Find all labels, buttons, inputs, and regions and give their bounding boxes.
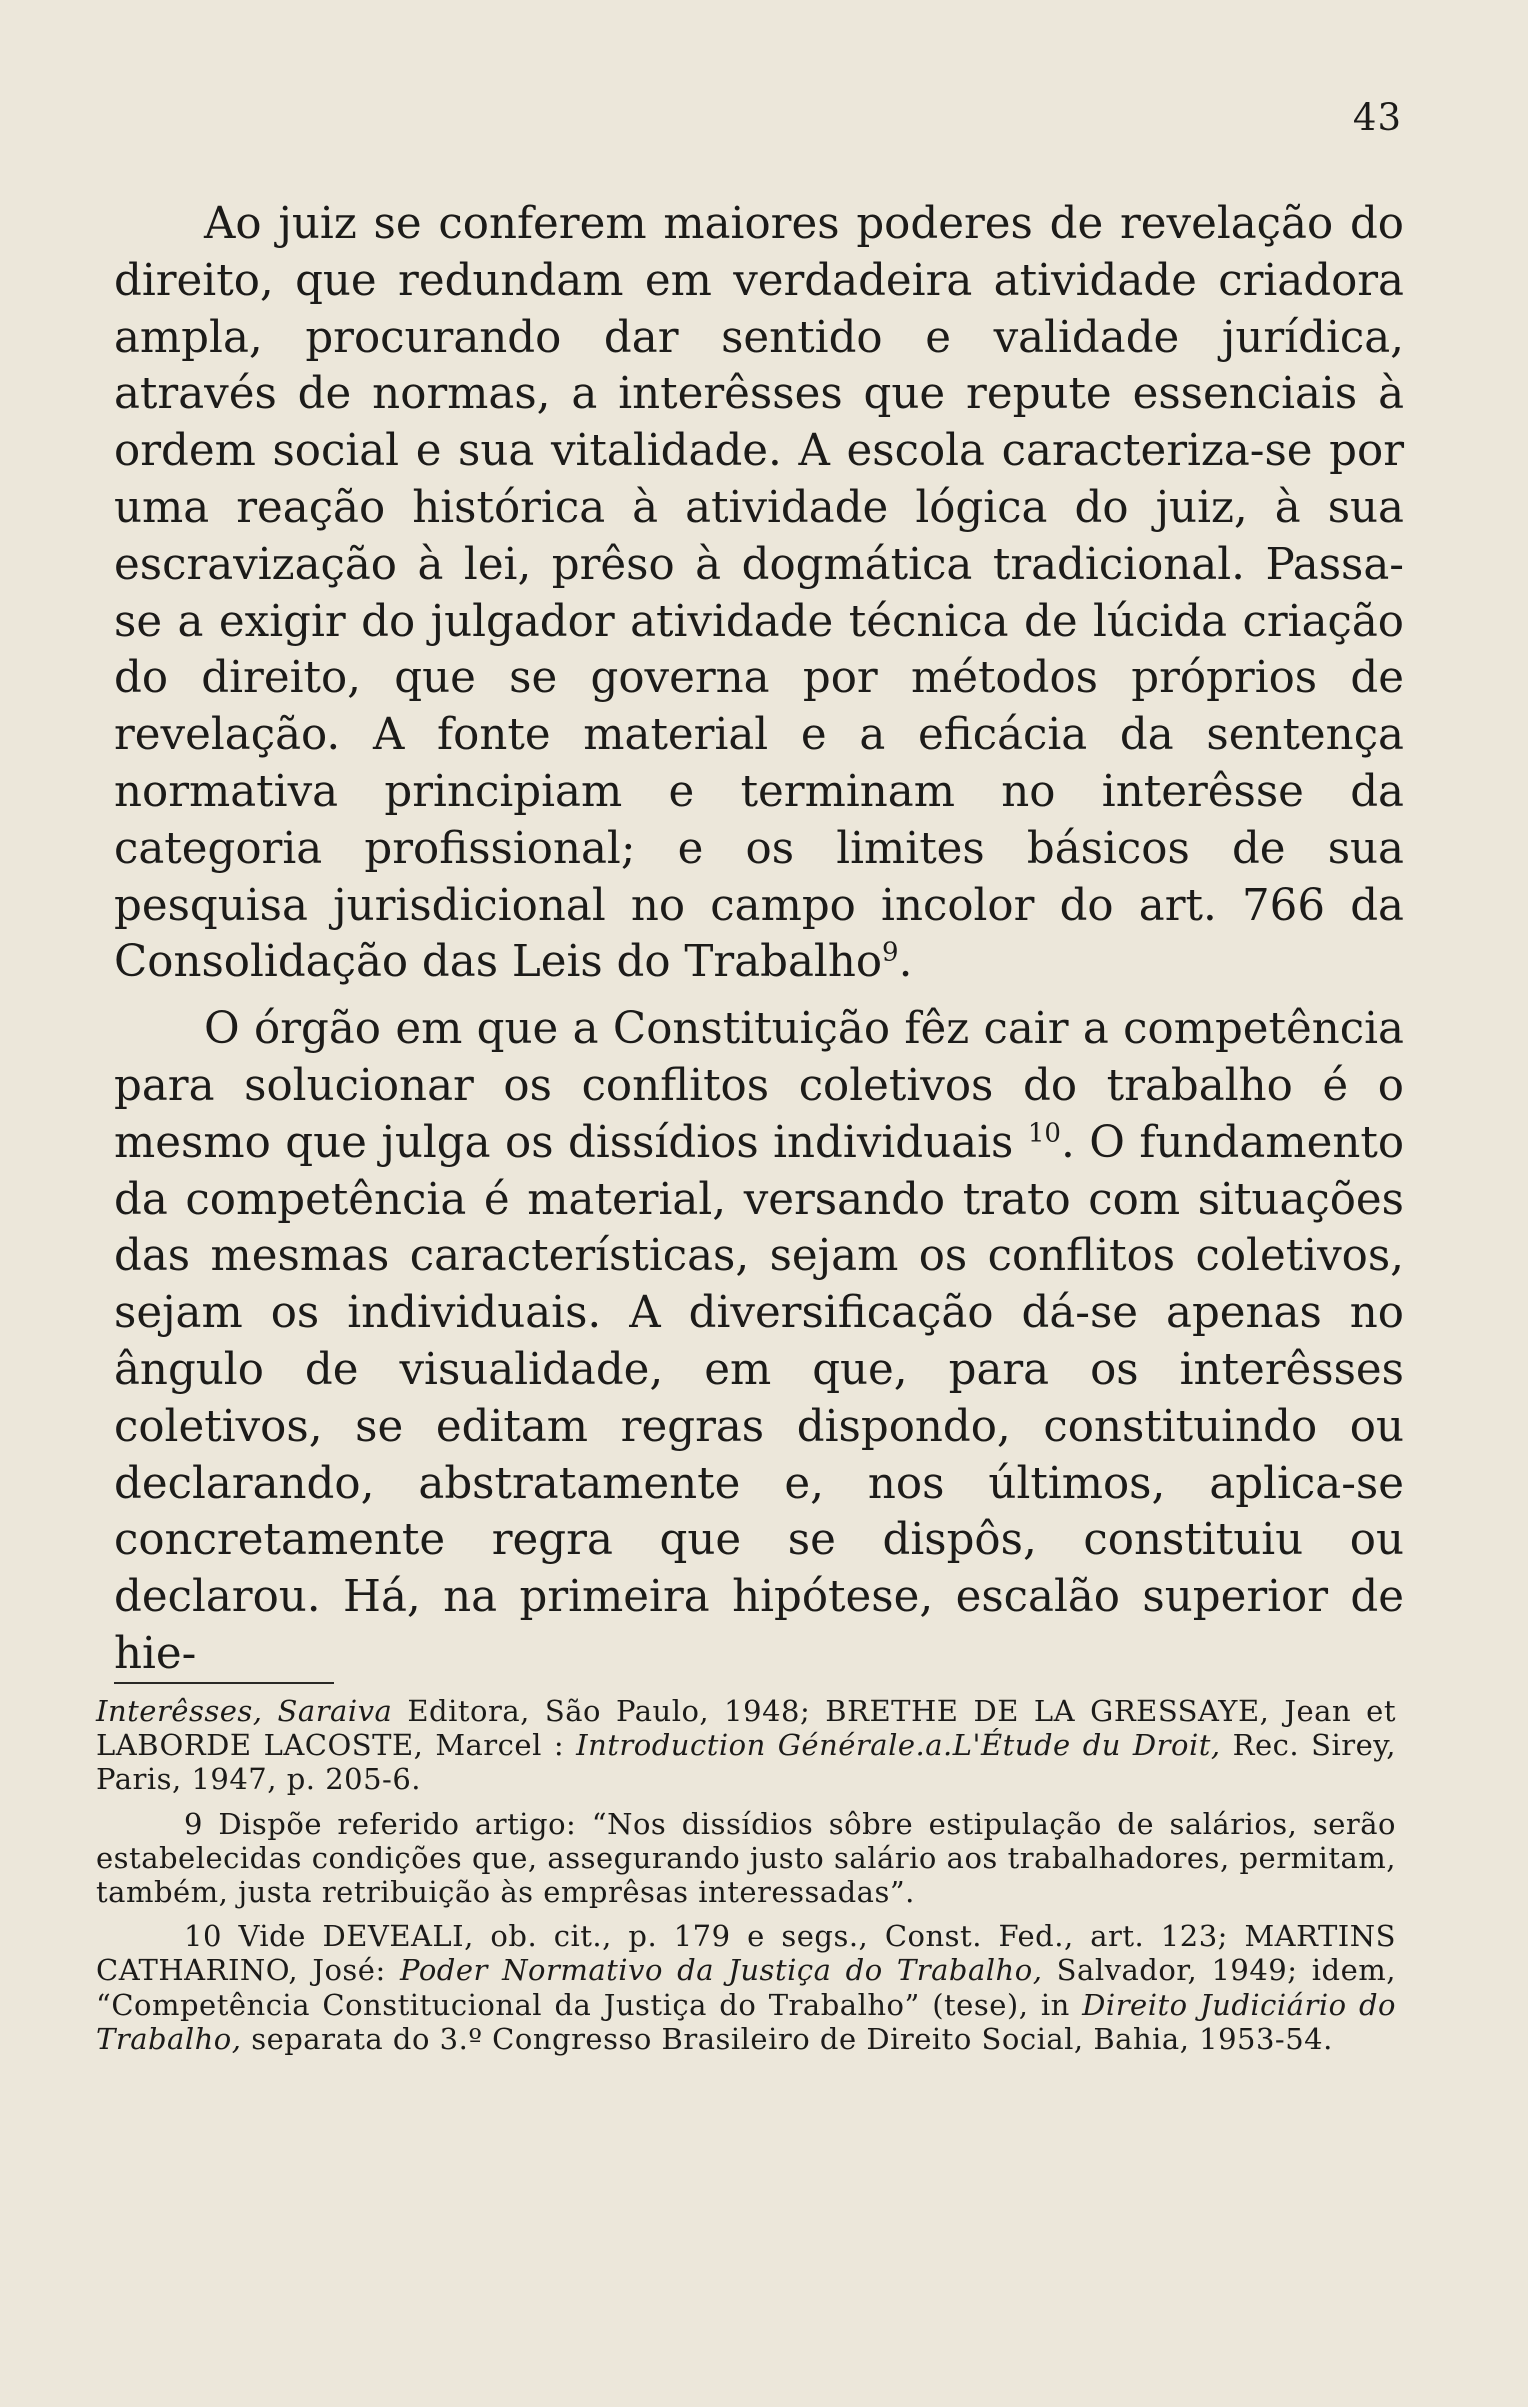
footnote-9: 9 Dispõe referido artigo: “Nos dissídios sôbre estipulação de salários, serão estabelecidas condições que, assegurando justo salário aos trabalhadores, permitam, também, justa retribuição às emprêsas interessadas”.: [96, 1806, 1396, 1910]
footnote-ref-10: 10: [1027, 1118, 1061, 1149]
footnote-10-text-2: Salvador, 1949; idem, “Competência Constitucional da Justiça do Trabalho” (tese), in: [96, 1953, 1396, 2022]
footnote-10-italic-2: Direito Judiciário do Trabalho,: [96, 1987, 1396, 2056]
footnote-10-text-3: separata do 3.º Congresso Brasileiro de Direito Social, Bahia, 1953-54.: [241, 2021, 1333, 2056]
paragraph-2-text-b: . O fundamento da competência é material, versando trato com situações das mesmas características, sejam os conflitos coletivos, sejam os individuais. A diversificação dá-se apenas no ângulo de visualidade, em que, para os interêsses coletivos, se editam regras dispondo, constituindo ou declarando, abstratamente e, nos últimos, aplica-se concretamente regra que se dispôs, constituiu ou declarou. Há, na primeira hipótese, escalão superior de hie-: [114, 1117, 1405, 1679]
footnote-8-text-2: Rec. Sirey, Paris, 1947, p. 205-6.: [96, 1728, 1396, 1797]
page-number: 43: [1352, 96, 1402, 139]
paragraph-2-text-a: O órgão em que a Constituição fêz cair a competência para solucionar os conflitos coletivos do trabalho é o mesmo que julga os dissídios individuais: [114, 1004, 1404, 1168]
paragraph-2: [114, 1001, 1404, 1683]
footnote-10-italic-1: Poder Normativo da Justiça do Trabalho,: [400, 1953, 1043, 1988]
footnote-divider: [114, 1682, 334, 1684]
body-text: [114, 196, 1404, 1683]
footnote-10-text-1: 10 Vide DEVEALI, ob. cit., p. 179 e segs., Const. Fed., art. 123; MARTINS CATHARINO, José:: [96, 1919, 1396, 1988]
paragraph-1: [114, 196, 1404, 991]
footnote-ref-9: 9: [882, 937, 899, 968]
paragraph-1-end: .: [898, 937, 913, 988]
footnote-8-italic-2: Introduction Générale.a.L'Étude du Droit,: [576, 1728, 1221, 1763]
footnote-8-continued: [96, 1694, 1396, 1797]
footnotes: [96, 1694, 1396, 2056]
footnote-8-text-1: Editora, São Paulo, 1948; BRETHE DE LA GRESSAYE, Jean et LABORDE LACOSTE, Marcel :: [96, 1694, 1396, 1763]
paragraph-1-text: Ao juiz se conferem maiores poderes de revelação do direito, que redundam em verdadeira atividade criadora ampla, procurando dar sentido e validade jurídica, através de normas, a interêsses que repute essenciais à ordem social e sua vitalidade. A escola caracteriza-se por uma reação histórica à atividade lógica do juiz, à sua escravização à lei, prêso à dogmática tradicional. Passa-se a exigir do julgador atividade técnica de lúcida criação do direito, que se governa por métodos próprios de revelação. A fonte material e a eficácia da sentença normativa principiam e terminam no interêsse da categoria profissional; e os limites básicos de sua pesquisa jurisdicional no campo incolor do art. 766 da Consolidação das Leis do Trabalho: [114, 199, 1404, 988]
footnote-8-italic-1: Interêsses, Saraiva: [96, 1694, 393, 1728]
footnote-10: [96, 1919, 1396, 2056]
